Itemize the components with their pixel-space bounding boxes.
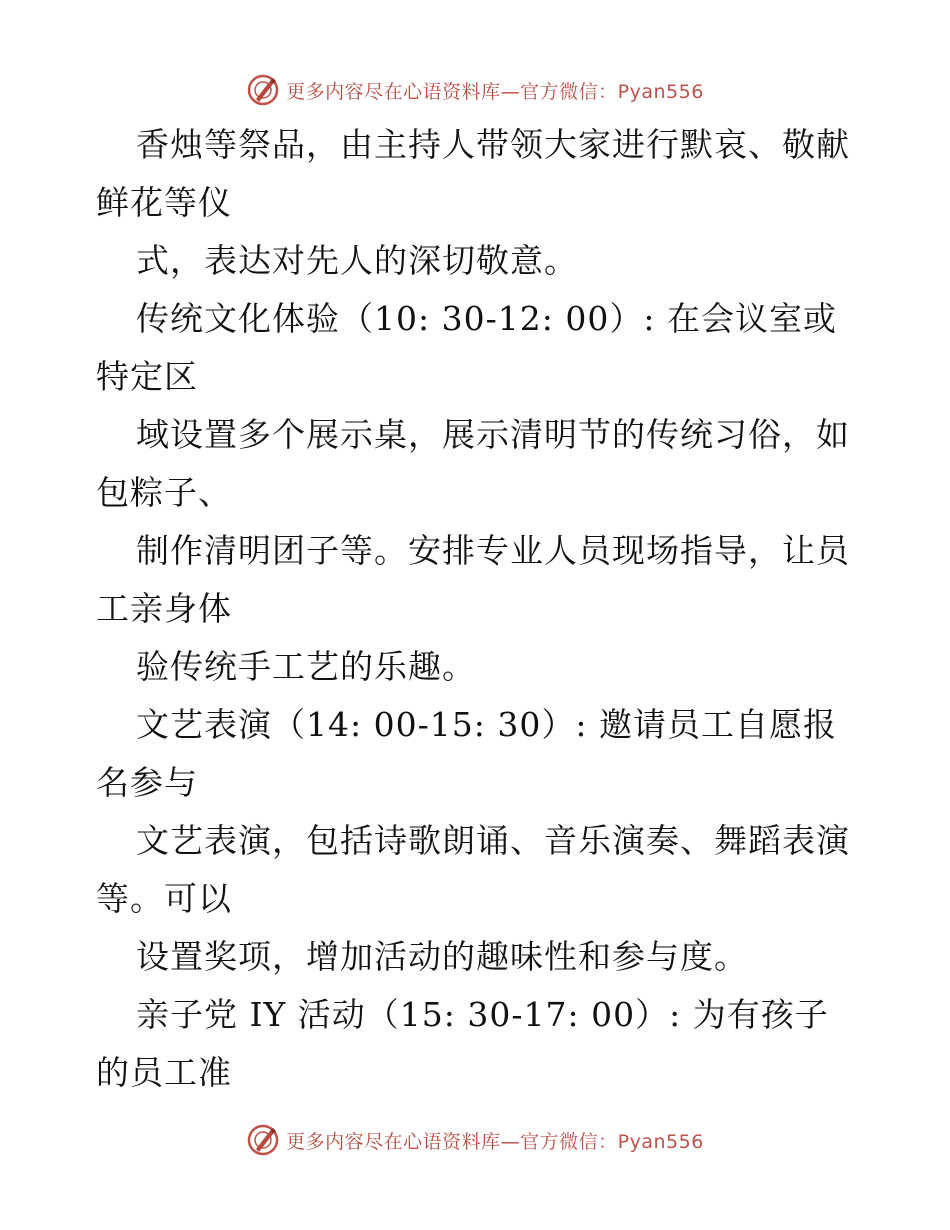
text-line: 制作清明团子等。安排专业人员现场指导，让员 [136, 531, 850, 570]
watermark-text [286, 1127, 704, 1154]
text-line: 验传统手工艺的乐趣。 [136, 647, 476, 686]
text-line: 等。可以 [96, 879, 232, 918]
pen-circle-icon [246, 73, 280, 107]
text-line: 特定区 [96, 357, 198, 396]
watermark-separator: — [500, 80, 521, 103]
text-line: 工亲身体 [96, 589, 232, 628]
text-line: 域设置多个展示桌，展示清明节的传统习俗，如 [136, 415, 850, 454]
text-line: 传统文化体验（10: 30-12: 00）: 在会议室或 [136, 299, 837, 338]
watermark-text [286, 77, 704, 104]
watermark-brand: 更多内容尽在心语资料库 [286, 80, 501, 103]
text-line: 文艺表演（14: 00-15: 30）: 邀请员工自愿报 [136, 705, 837, 744]
text-line: 的员工准 [96, 1053, 232, 1092]
footer-watermark [0, 1120, 950, 1160]
text-line: 名参与 [96, 763, 198, 802]
watermark-group [246, 1123, 704, 1157]
document-body [96, 116, 856, 1102]
watermark-brand: 更多内容尽在心语资料库 [286, 1130, 501, 1153]
text-line: 鲜花等仪 [96, 183, 232, 222]
watermark-separator: — [500, 1130, 521, 1153]
text-line: 设置奖项，增加活动的趣味性和参与度。 [136, 937, 748, 976]
header-watermark [0, 70, 950, 110]
watermark-wechat: 官方微信：Pyan556 [520, 80, 704, 103]
text-line: 亲子党 IY 活动（15: 30-17: 00）: 为有孩子 [136, 995, 829, 1034]
watermark-wechat: 官方微信：Pyan556 [520, 1130, 704, 1153]
pen-circle-icon [246, 1123, 280, 1157]
text-line: 包粽子、 [96, 473, 232, 512]
text-line: 香烛等祭品，由主持人带领大家进行默哀、敬献 [136, 125, 850, 164]
text-line: 式，表达对先人的深切敬意。 [136, 241, 578, 280]
text-line: 文艺表演，包括诗歌朗诵、音乐演奏、舞蹈表演 [136, 821, 850, 860]
watermark-group [246, 73, 704, 107]
